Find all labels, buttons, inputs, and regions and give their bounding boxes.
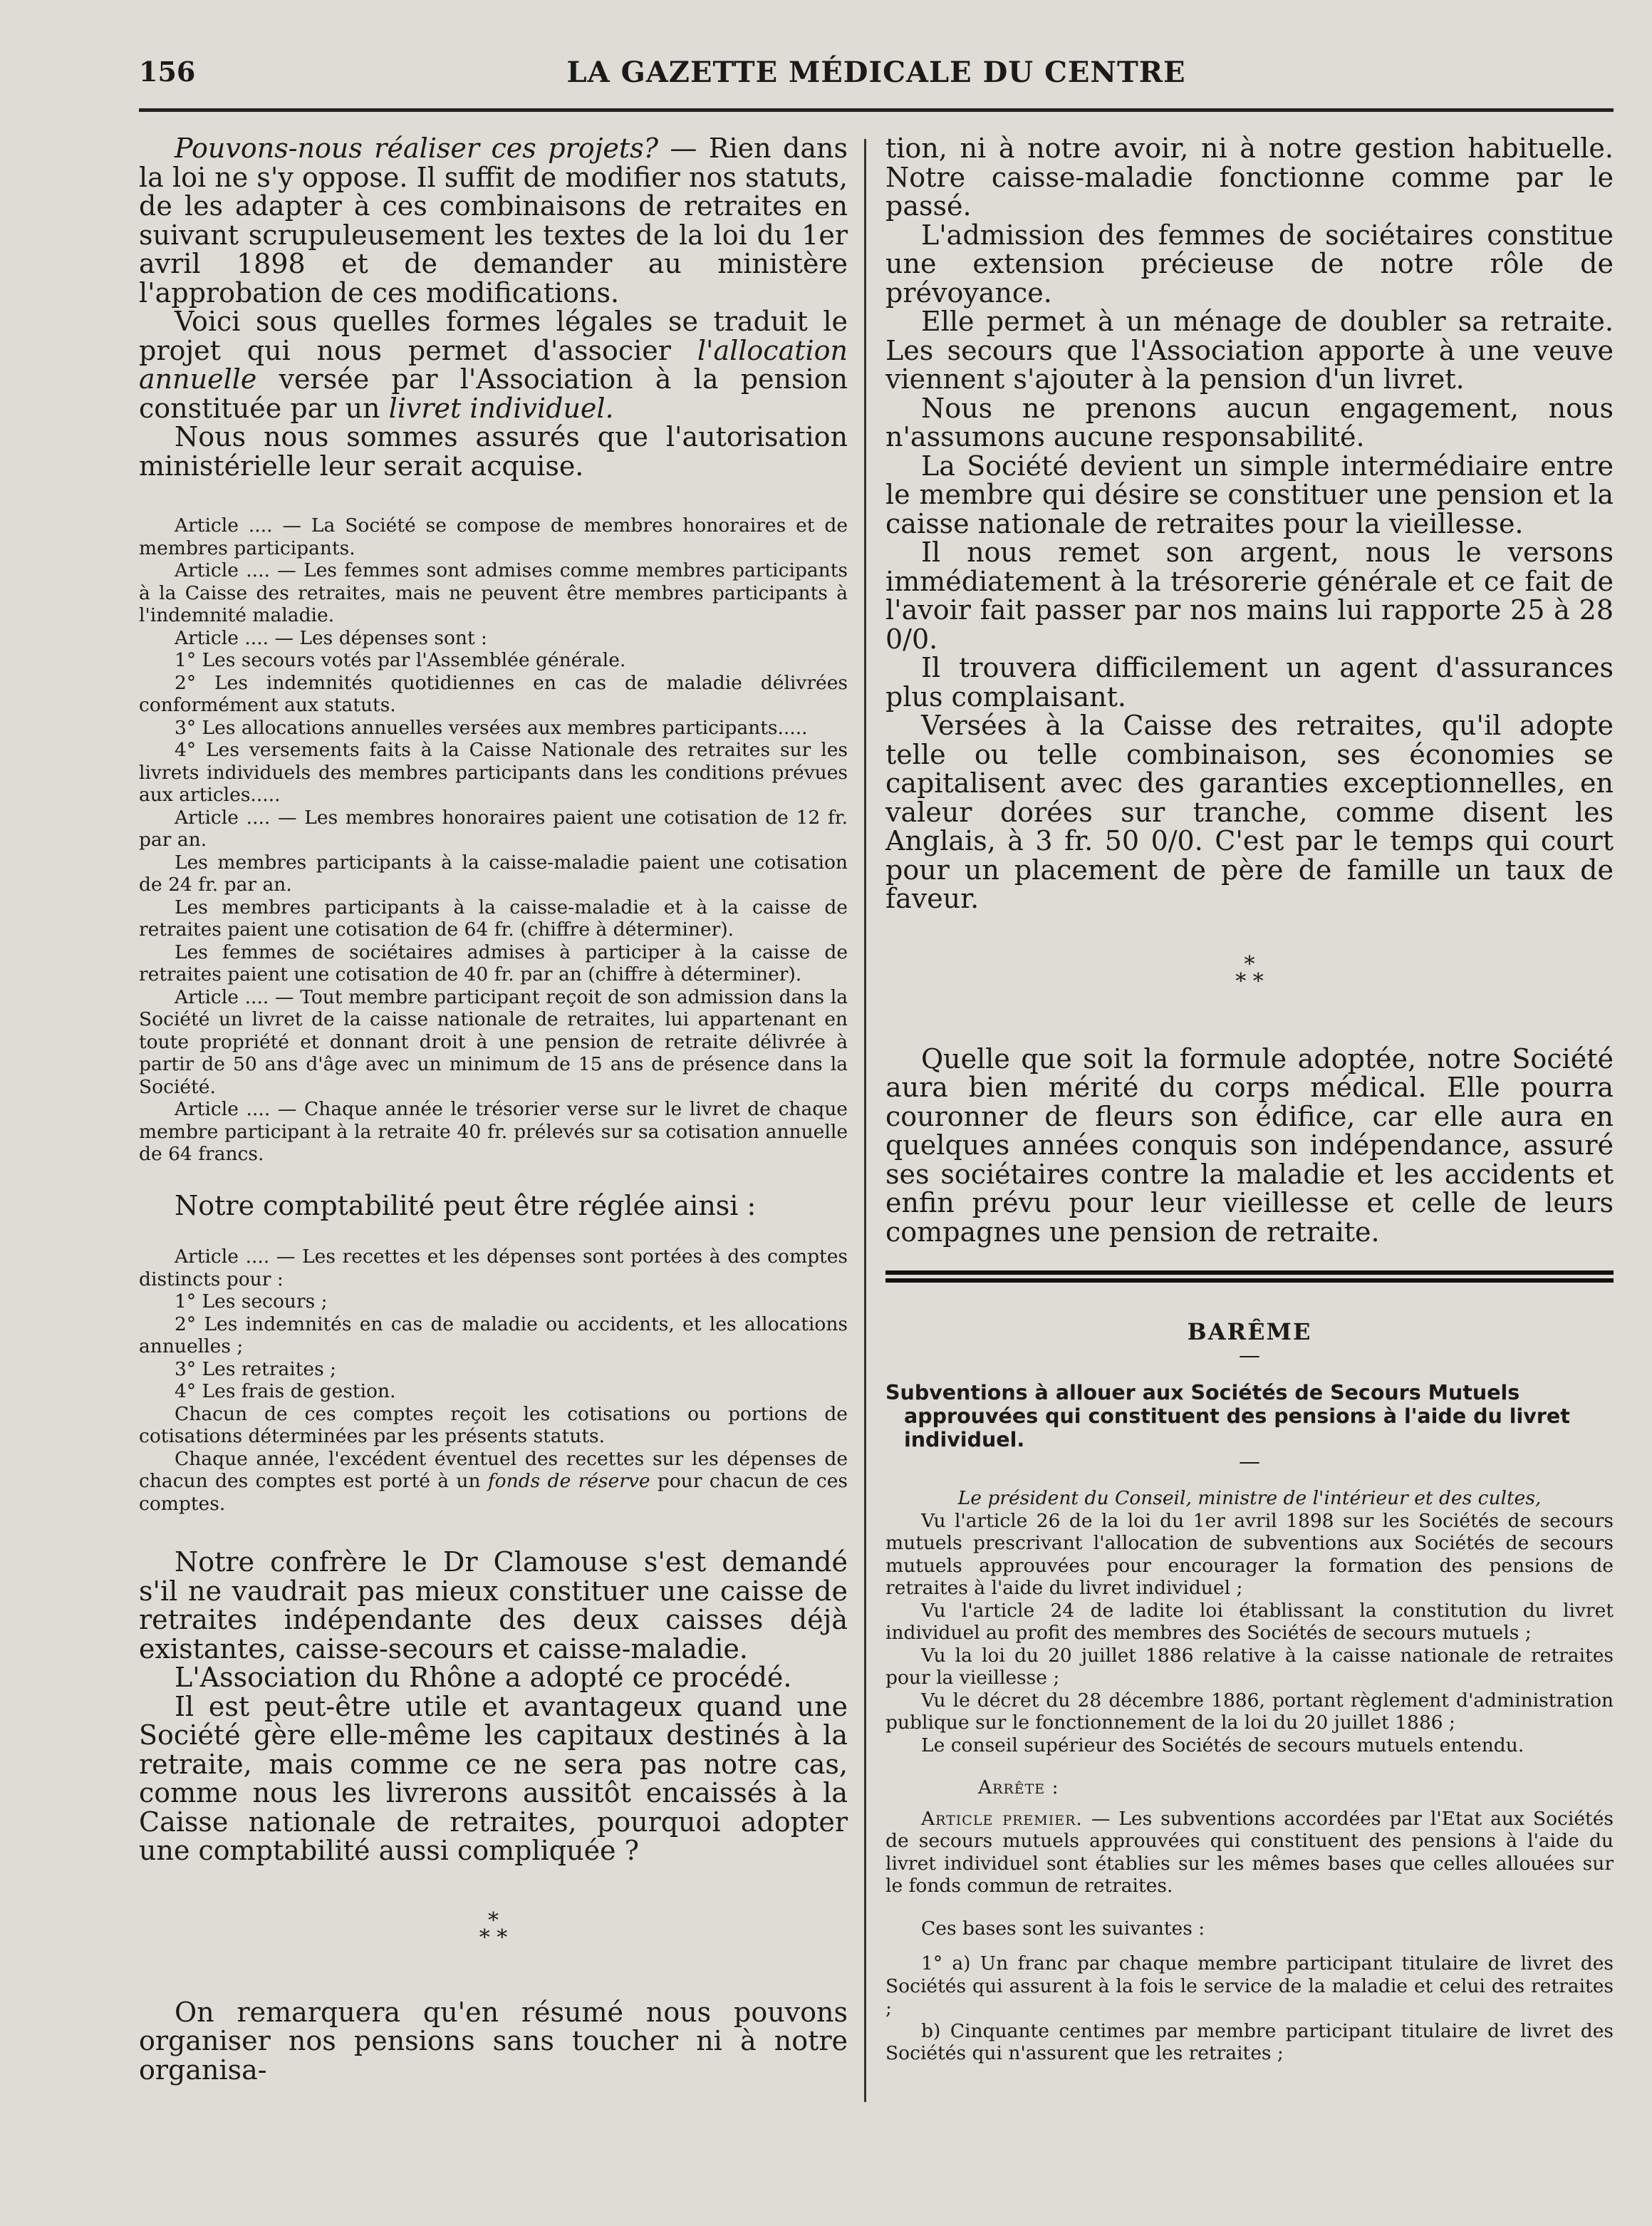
article-line: 1° Les secours votés par l'Assemblée générale. [175, 649, 626, 671]
article-line: Article .... — Tout membre participant reçoit de son admission dans la Société un livret de la caisse nationale de retraites, lui appartenant en toute propriété et donnant droit à une pension de retraite délivrée à partir de 50 ans d'âge avec un minimum de 15 ans de présence dans la Société. [139, 985, 848, 1098]
utile-paragraph: Il est peut-être utile et avantageux quand une Société gère elle-même les capitaux destinés à la retraite, mais comme ce ne sera pas notre cas, comme nous les livrerons aussitôt encaissés à la Caisse nationale de retraites, pourquoi adopter une comptabilité aussi compliquée ? [139, 1690, 848, 1866]
vu-paragraph: Le conseil supérieur des Sociétés de secours mutuels entendu. [921, 1734, 1524, 1756]
column-divider [864, 139, 866, 2102]
vu-paragraph: Vu l'article 26 de la loi du 1er avril 1898 sur les Sociétés de secours mutuels prescrivant l'allocation de subventions aux Sociétés de secours mutuels approuvées pour encourager la formation des pensions de retraites à l'aide du livret individuel ; [885, 1509, 1614, 1599]
comptabilite-intro: Notre comptabilité peut être réglée ainsi : [175, 1189, 757, 1221]
article-line: Article .... — Chaque année le trésorier verse sur le livret de chaque membre participant à la retraite 40 fr. prélevés sur sa cotisation annuelle de 64 francs. [139, 1098, 848, 1165]
intro-2-italic-1: l'allocation annuelle [139, 334, 848, 395]
page-number: 156 [139, 56, 196, 88]
section-stars: * * * [1235, 951, 1264, 994]
article-line: Les femmes de sociétaires admises à participer à la caisse de retraites paient une cotisation de 40 fr. par an (chiffre à déterminer). [139, 941, 848, 985]
body-paragraph: L'admission des femmes de sociétaires constitue une extension précieuse de notre rôle de prévoyance. [885, 219, 1614, 309]
title-dash: — [1239, 1343, 1260, 1368]
compta-line: 1° Les secours ; [175, 1290, 328, 1313]
article-premier-text: — Les subventions accordées par l'Etat aux Sociétés de secours mutuels approuvées qui constituent des pensions à l'aide du livret individuel sont établies sur les mêmes bases que celles allouées sur le fonds commun de retraites. [885, 1807, 1614, 1897]
rhone-paragraph: L'Association du Rhône a adopté ce procédé. [175, 1662, 792, 1693]
vu-paragraph: Vu l'article 24 de ladite loi établissant la constitution du livret individuel au profit des membres des Sociétés de secours mutuels ; [885, 1599, 1614, 1644]
vu-paragraph: Vu le décret du 28 décembre 1886, portant règlement d'administration publique sur le fonctionnement de la loi du 20 juillet 1886 ; [885, 1689, 1614, 1734]
compta-line-reserve [139, 1448, 848, 1516]
article-line: 3° Les allocations annuelles versées aux membres participants..... [175, 716, 808, 739]
article-line: 2° Les indemnités quotidiennes en cas de maladie délivrées conformément aux statuts. [139, 671, 848, 716]
reserve-italic: fonds de réserve [487, 1470, 650, 1492]
intro-answer: — Rien dans la loi ne s'y oppose. Il suffit de modifier nos statuts, de les adapter à ces combinaisons de retraites en suivant scrupuleusement les textes de la loi du 1er avril 1898 et de demander au ministère l'approbation de ces modifications. [139, 133, 848, 309]
compta-line: Article .... — Les recettes et les dépenses sont portées à des comptes distincts pour : [139, 1246, 848, 1290]
resume-paragraph: On remarquera qu'en résumé nous pouvons organiser nos pensions sans toucher ni à notre organisa- [139, 1996, 848, 2086]
subtitle-dash: — [1239, 1449, 1260, 1474]
continuation-paragraph: tion, ni à notre avoir, ni à notre gestion habituelle. Notre caisse-maladie fonctionne comme par le passé. [885, 133, 1614, 222]
article-line: Article .... — La Société se compose de membres honoraires et de membres participants. [139, 514, 848, 559]
reserve-text-b: pour chacun de ces comptes. [139, 1470, 848, 1515]
articles-block [139, 514, 848, 1166]
body-paragraph: Il nous remet son argent, nous le versons immédiatement à la trésorerie générale et ce fait de l'avoir fait passer par nos mains lui rapporte 25 à 28 0/0. [885, 537, 1614, 655]
compta-line: Chacun de ces comptes reçoit les cotisations ou portions de cotisations déterminées par les présents statuts. [139, 1402, 848, 1447]
president-line: Le président du Conseil, ministre de l'intérieur et des cultes, [957, 1487, 1542, 1509]
right-column [885, 134, 1614, 2065]
intro-2-italic-2: livret individuel. [388, 392, 614, 424]
body-paragraph: La Société devient un simple intermédiaire entre le membre qui désire se constituer une pension et la caisse nationale de retraites pour la vieillesse. [885, 450, 1614, 539]
body-paragraph: Versées à la Caisse des retraites, qu'il adopte telle ou telle combinaison, ses économies se capitalisent avec des garanties exceptionnelles, en valeur dorées sur tranche, comme disent les Anglais, à 3 fr. 50 0/0. C'est par le temps qui court pour un placement de père de famille un taux de faveur. [885, 710, 1614, 914]
intro-2-text-b: versée par l'Association à la pension constituée par un [139, 363, 848, 424]
comptabilite-block [139, 1246, 848, 1515]
base-item: 1° a) Un franc par chaque membre participant titulaire de livret des Sociétés qui assurent à la fois le service de la maladie et celui des retraites ; [885, 1952, 1614, 2019]
article-line: 4° Les versements faits à la Caisse Nationale des retraites sur les livrets individuels des membres participants dans les conditions prévues aux articles..... [139, 739, 848, 806]
page-header [139, 56, 1614, 98]
journal-title: LA GAZETTE MÉDICALE DU CENTRE [566, 56, 1186, 89]
intro-question: Pouvons-nous réaliser ces projets? [175, 133, 658, 164]
reserve-text-a: Chaque année, l'excédent éventuel des recettes sur les dépenses de chacun des comptes est porté à un [139, 1447, 848, 1492]
intro-paragraph-2 [139, 307, 848, 423]
bareme-title: BARÊME [1187, 1318, 1312, 1345]
vu-paragraph: Vu la loi du 20 juillet 1886 relative à la caisse nationale de retraites pour la vieillesse ; [885, 1644, 1614, 1689]
article-premier [885, 1808, 1614, 1898]
article-line: Article .... — Les femmes sont admises comme membres participants à la Caisse des retraites, mais ne peuvent être membres participants à l'indemnité maladie. [139, 559, 848, 626]
article-line: Article .... — Les dépenses sont : [175, 626, 487, 649]
body-paragraph: Il trouvera difficilement un agent d'assurances plus complaisant. [885, 652, 1614, 713]
bareme-subtitle: Subventions à allouer aux Sociétés de Secours Mutuels approuvées qui constituent des pensions à l'aide du livret individuel. [885, 1381, 1570, 1451]
article-line: Article .... — Les membres honoraires paient une cotisation de 12 fr. par an. [139, 806, 848, 851]
article-line: Les membres participants à la caisse-maladie et à la caisse de retraites paient une cotisation de 64 fr. (chiffre à déterminer). [139, 896, 848, 941]
body-paragraph: Nous ne prenons aucun engagement, nous n'assumons aucune responsabilité. [885, 392, 1614, 452]
compta-line: 2° Les indemnités en cas de maladie ou accidents, et les allocations annuelles ; [139, 1313, 848, 1357]
header-rule [139, 108, 1614, 112]
article-line: Les membres participants à la caisse-maladie paient une cotisation de 24 fr. par an. [139, 851, 848, 896]
compta-line: 3° Les retraites ; [175, 1357, 337, 1380]
clamouse-paragraph: Notre confrère le Dr Clamouse s'est demandé s'il ne vaudrait pas mieux constituer une caisse de retraites indépendante des deux caisses déjà existantes, caisse-secours et caisse-maladie. [139, 1546, 848, 1665]
body-paragraph: Elle permet à un ménage de doubler sa retraite. Les secours que l'Association apporte à une veuve viennent s'ajouter à la pension d'un livret. [885, 306, 1614, 395]
intro-2-text-a: Voici sous quelles formes légales se traduit le projet qui nous permet d'associer [139, 306, 848, 366]
arrete-text: Arrête : [978, 1776, 1059, 1798]
bases-intro: Ces bases sont les suivantes : [921, 1917, 1205, 1940]
article-premier-label: Article premier. [921, 1807, 1083, 1830]
base-item: b) Cinquante centimes par membre participant titulaire de livret des Sociétés qui n'assurent que les retraites ; [885, 2019, 1614, 2064]
arrete-label [885, 1776, 1614, 1799]
intro-paragraph-1 [139, 134, 848, 307]
section-stars: * * * [479, 1907, 508, 1950]
compta-line: 4° Les frais de gestion. [175, 1380, 396, 1402]
intro-paragraph-3: Nous nous sommes assurés que l'autorisation ministérielle leur serait acquise. [139, 421, 848, 482]
conclusion-paragraph: Quelle que soit la formule adoptée, notre Société aura bien mérité du corps médical. Elle pourra couronner de fleurs son édifice, car elle aura en quelques années conquis son indépendance, assuré ses sociétaires contre la maladie et les accidents et enfin prévu pour leur vieillesse et celle de leurs compagnes une pension de retraite. [885, 1042, 1614, 1248]
left-column [139, 134, 848, 2084]
